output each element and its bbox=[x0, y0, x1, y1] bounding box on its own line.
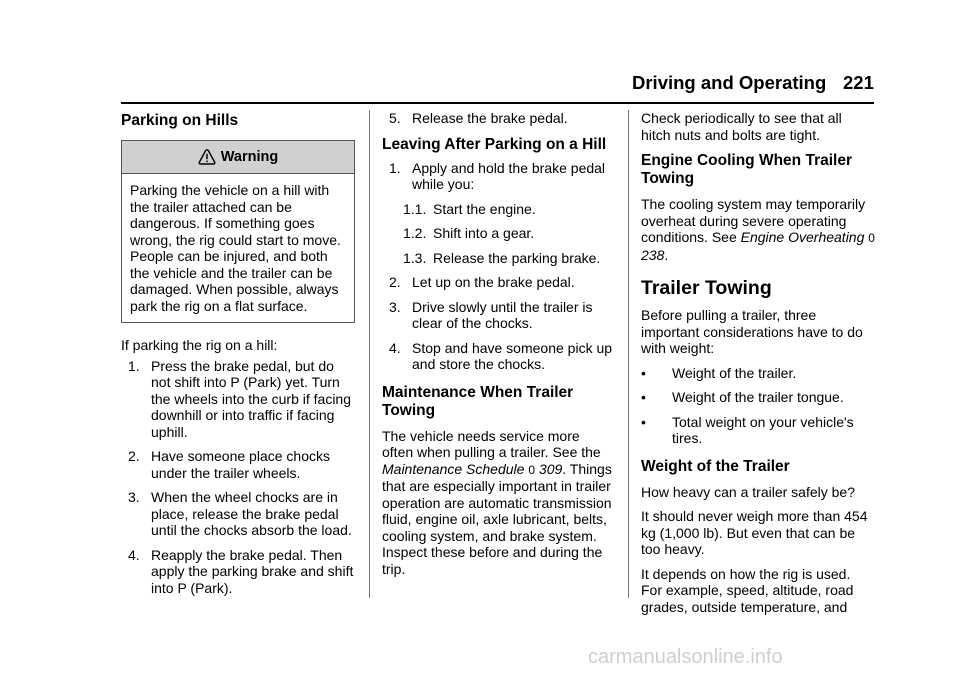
list-text: Release the brake pedal. bbox=[412, 110, 568, 126]
paragraph-text: Things that are especially important in trailer operation are automatic transmission fluid, engine oil, axle lubricant, belts, cooling system, and brake system. Inspect these before and during the trip. bbox=[382, 460, 612, 577]
list-number: 2. bbox=[389, 274, 401, 290]
heading-engine-cooling: Engine Cooling When Trailer Towing bbox=[641, 152, 852, 187]
list-text: Apply and hold the brake pedal while you: bbox=[412, 159, 606, 192]
sub-list-item bbox=[382, 225, 614, 242]
list-text: Let up on the brake pedal. bbox=[412, 274, 575, 290]
watermark: carmanualsonline.info bbox=[588, 646, 783, 668]
paragraph: How heavy can a trailer safely be? bbox=[641, 483, 855, 500]
bullet-item bbox=[641, 414, 875, 447]
list-text: When the wheel chocks are in place, release the brake pedal until the chocks absorb the load. bbox=[151, 489, 352, 538]
list-text: Total weight on your vehicle's tires. bbox=[672, 413, 854, 446]
heading-weight-of-trailer: Weight of the Trailer bbox=[641, 457, 790, 475]
list-number: 1.1. bbox=[403, 200, 427, 217]
heading-parking-on-hills: Parking on Hills bbox=[121, 112, 239, 129]
list-number: 3. bbox=[389, 298, 401, 315]
list-number: 2. bbox=[128, 448, 140, 464]
page-number: 221 bbox=[843, 72, 874, 93]
bullet-item bbox=[641, 389, 875, 406]
paragraph: If parking the rig on a hill: bbox=[121, 337, 278, 353]
heading-leaving-after-parking: Leaving After Parking on a Hill bbox=[382, 135, 607, 153]
column-2 bbox=[382, 110, 614, 577]
bullet-icon: • bbox=[641, 413, 646, 430]
list-text: Release the parking brake. bbox=[433, 249, 601, 266]
list-item bbox=[121, 547, 357, 597]
list-text: Start the engine. bbox=[433, 200, 536, 217]
heading-trailer-towing: Trailer Towing bbox=[641, 277, 772, 299]
bullet-icon: • bbox=[641, 364, 646, 381]
column-1 bbox=[121, 110, 357, 596]
column-divider bbox=[628, 110, 629, 598]
paragraph-text: The cooling system may temporarily overheat during severe operating conditions. See bbox=[641, 196, 866, 245]
section-title: Driving and Operating bbox=[632, 72, 827, 93]
warning-header bbox=[122, 141, 354, 174]
warning-title: Warning bbox=[220, 148, 279, 165]
page-ref-icon: 0 bbox=[868, 231, 875, 245]
sub-list-item bbox=[382, 250, 614, 267]
paragraph-text: The vehicle needs service more often when pulling a trailer. See the bbox=[382, 427, 601, 460]
list-item bbox=[121, 448, 357, 481]
cross-reference-link[interactable]: Engine Overheating bbox=[740, 229, 865, 245]
column-3 bbox=[641, 110, 875, 615]
warning-box bbox=[121, 140, 355, 323]
period: . bbox=[664, 246, 669, 263]
period: . bbox=[562, 460, 567, 477]
list-text: Weight of the trailer tongue. bbox=[672, 389, 844, 405]
heading-maintenance-towing: Maintenance When Trailer Towing bbox=[382, 383, 574, 419]
bullet-item bbox=[641, 365, 875, 382]
list-item bbox=[382, 110, 614, 127]
list-text: Press the brake pedal, but do not shift into P (Park) yet. Turn the wheels into the curb if facing downhill or into traffic if facing uphill. bbox=[151, 357, 352, 440]
paragraph: Before pulling a trailer, three important considerations have to do with weight: bbox=[641, 307, 863, 356]
list-item bbox=[382, 299, 614, 332]
column-divider bbox=[369, 110, 370, 598]
paragraph: It depends on how the rig is used. For example, speed, altitude, road grades, outside temperature, and bbox=[641, 565, 854, 615]
paragraph bbox=[382, 428, 614, 578]
list-text: Have someone place chocks under the trailer wheels. bbox=[151, 448, 330, 481]
page-reference[interactable]: 309 bbox=[538, 460, 563, 477]
warning-icon bbox=[198, 148, 216, 166]
list-number: 4. bbox=[128, 546, 140, 563]
paragraph bbox=[641, 196, 875, 263]
list-number: 5. bbox=[389, 110, 401, 126]
header-rule bbox=[121, 102, 874, 104]
list-number: 1. bbox=[128, 357, 140, 374]
list-number: 1.3. bbox=[403, 249, 427, 266]
cross-reference-link[interactable]: Maintenance Schedule bbox=[382, 460, 525, 477]
bullet-icon: • bbox=[641, 389, 646, 405]
page-ref-icon: 0 bbox=[528, 462, 536, 477]
list-item bbox=[382, 340, 614, 373]
list-item bbox=[382, 274, 614, 291]
list-text: Reapply the brake pedal. Then apply the parking brake and shift into P (Park). bbox=[151, 546, 354, 596]
list-number: 1.2. bbox=[403, 225, 427, 241]
warning-text: Parking the vehicle on a hill with the trailer attached can be dangerous. If something goes wrong, the rig could start to move. People can be injured, and both the vehicle and the trailer can be damaged. When possible, always park the rig on a flat surface. bbox=[130, 182, 341, 314]
list-text: Drive slowly until the trailer is clear of the chocks. bbox=[412, 298, 593, 331]
paragraph: Check periodically to see that all hitch nuts and bolts are tight. bbox=[641, 110, 842, 143]
page-reference[interactable]: 238 bbox=[641, 246, 665, 263]
list-item bbox=[382, 160, 614, 193]
list-text: Stop and have someone pick up and store the chocks. bbox=[412, 339, 613, 372]
list-number: 3. bbox=[128, 489, 140, 505]
list-item bbox=[121, 358, 357, 441]
sub-list-item bbox=[382, 201, 614, 218]
list-number: 1. bbox=[389, 159, 401, 176]
paragraph: It should never weigh more than 454 kg (1,000 lb). But even that can be too heavy. bbox=[641, 508, 868, 557]
list-number: 4. bbox=[389, 339, 401, 356]
list-item bbox=[121, 489, 357, 539]
list-text: Shift into a gear. bbox=[433, 225, 535, 241]
list-text: Weight of the trailer. bbox=[672, 364, 797, 381]
